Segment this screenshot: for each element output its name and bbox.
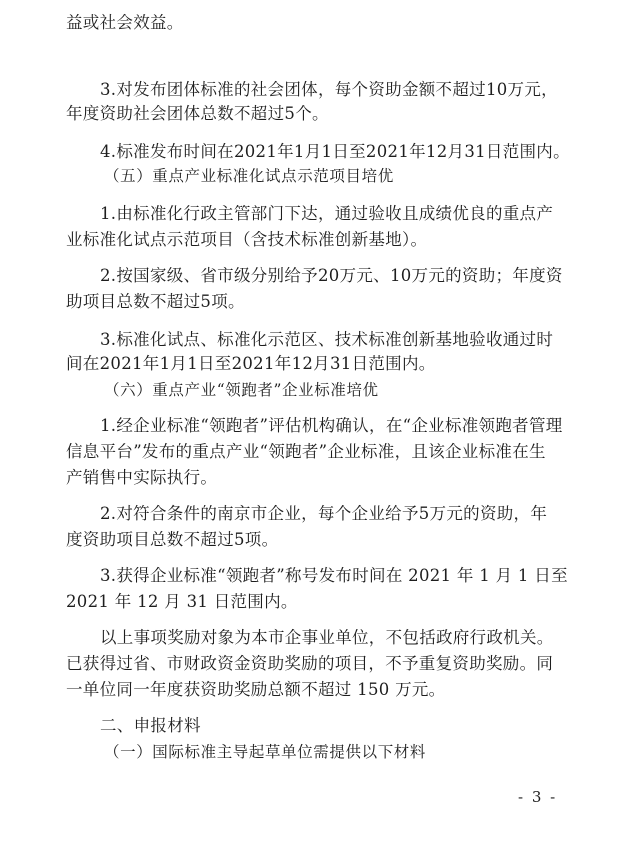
text-line: 2.对符合条件的南京市企业，每个企业给予5万元的资助，年 xyxy=(100,504,548,523)
text-line: 3.标准化试点、标准化示范区、技术标准创新基地验收通过时 xyxy=(100,330,554,349)
text-line: 益或社会效益。 xyxy=(66,13,184,32)
text-line: 3.获得企业标准“领跑者”称号发布时间在 2021 年 1 月 1 日至 xyxy=(100,566,568,585)
subsection-heading: （一）国际标准主导起草单位需提供以下材料 xyxy=(104,743,427,761)
text-line: 度资助项目总数不超过5项。 xyxy=(66,530,279,549)
text-line: 业标准化试点示范项目（含技术标准创新基地）。 xyxy=(66,230,428,249)
text-line: 一单位同一年度获资助奖励总额不超过 150 万元。 xyxy=(66,680,446,699)
text-line: 间在2021年1月1日至2021年12月31日范围内。 xyxy=(66,354,436,373)
text-line: 3.对发布团体标准的社会团体，每个资助金额不超过10万元， xyxy=(100,80,558,99)
text-line: 1.经企业标准“领跑者”评估机构确认，在“企业标准领跑者管理 xyxy=(100,416,563,435)
text-line: 2021 年 12 月 31 日范围内。 xyxy=(66,592,298,611)
text-line: 2.按国家级、省市级分别给予20万元、10万元的资助；年度资 xyxy=(100,266,563,285)
text-line: 产销售中实际执行。 xyxy=(66,468,218,487)
section-heading: 二、申报材料 xyxy=(100,716,201,735)
text-line: 1.由标准化行政主管部门下达，通过验收且成绩优良的重点产 xyxy=(100,204,554,223)
text-line: 信息平台”发布的重点产业“领跑者”企业标准，且该企业标准在生 xyxy=(66,442,546,461)
page-number: - 3 - xyxy=(518,788,558,806)
subsection-heading: （六）重点产业“领跑者”企业标准培优 xyxy=(104,381,379,399)
text-line: 4.标准发布时间在2021年1月1日至2021年12月31日范围内。 xyxy=(100,142,570,161)
text-line: 以上事项奖励对象为本市企事业单位，不包括政府行政机关。 xyxy=(100,628,554,647)
text-line: 已获得过省、市财政资金资助奖励的项目，不予重复资助奖励。同 xyxy=(66,654,554,673)
text-line: 助项目总数不超过5项。 xyxy=(66,292,245,311)
text-line: 年度资助社会团体总数不超过5个。 xyxy=(66,104,329,123)
subsection-heading: （五）重点产业标准化试点示范项目培优 xyxy=(104,167,394,185)
